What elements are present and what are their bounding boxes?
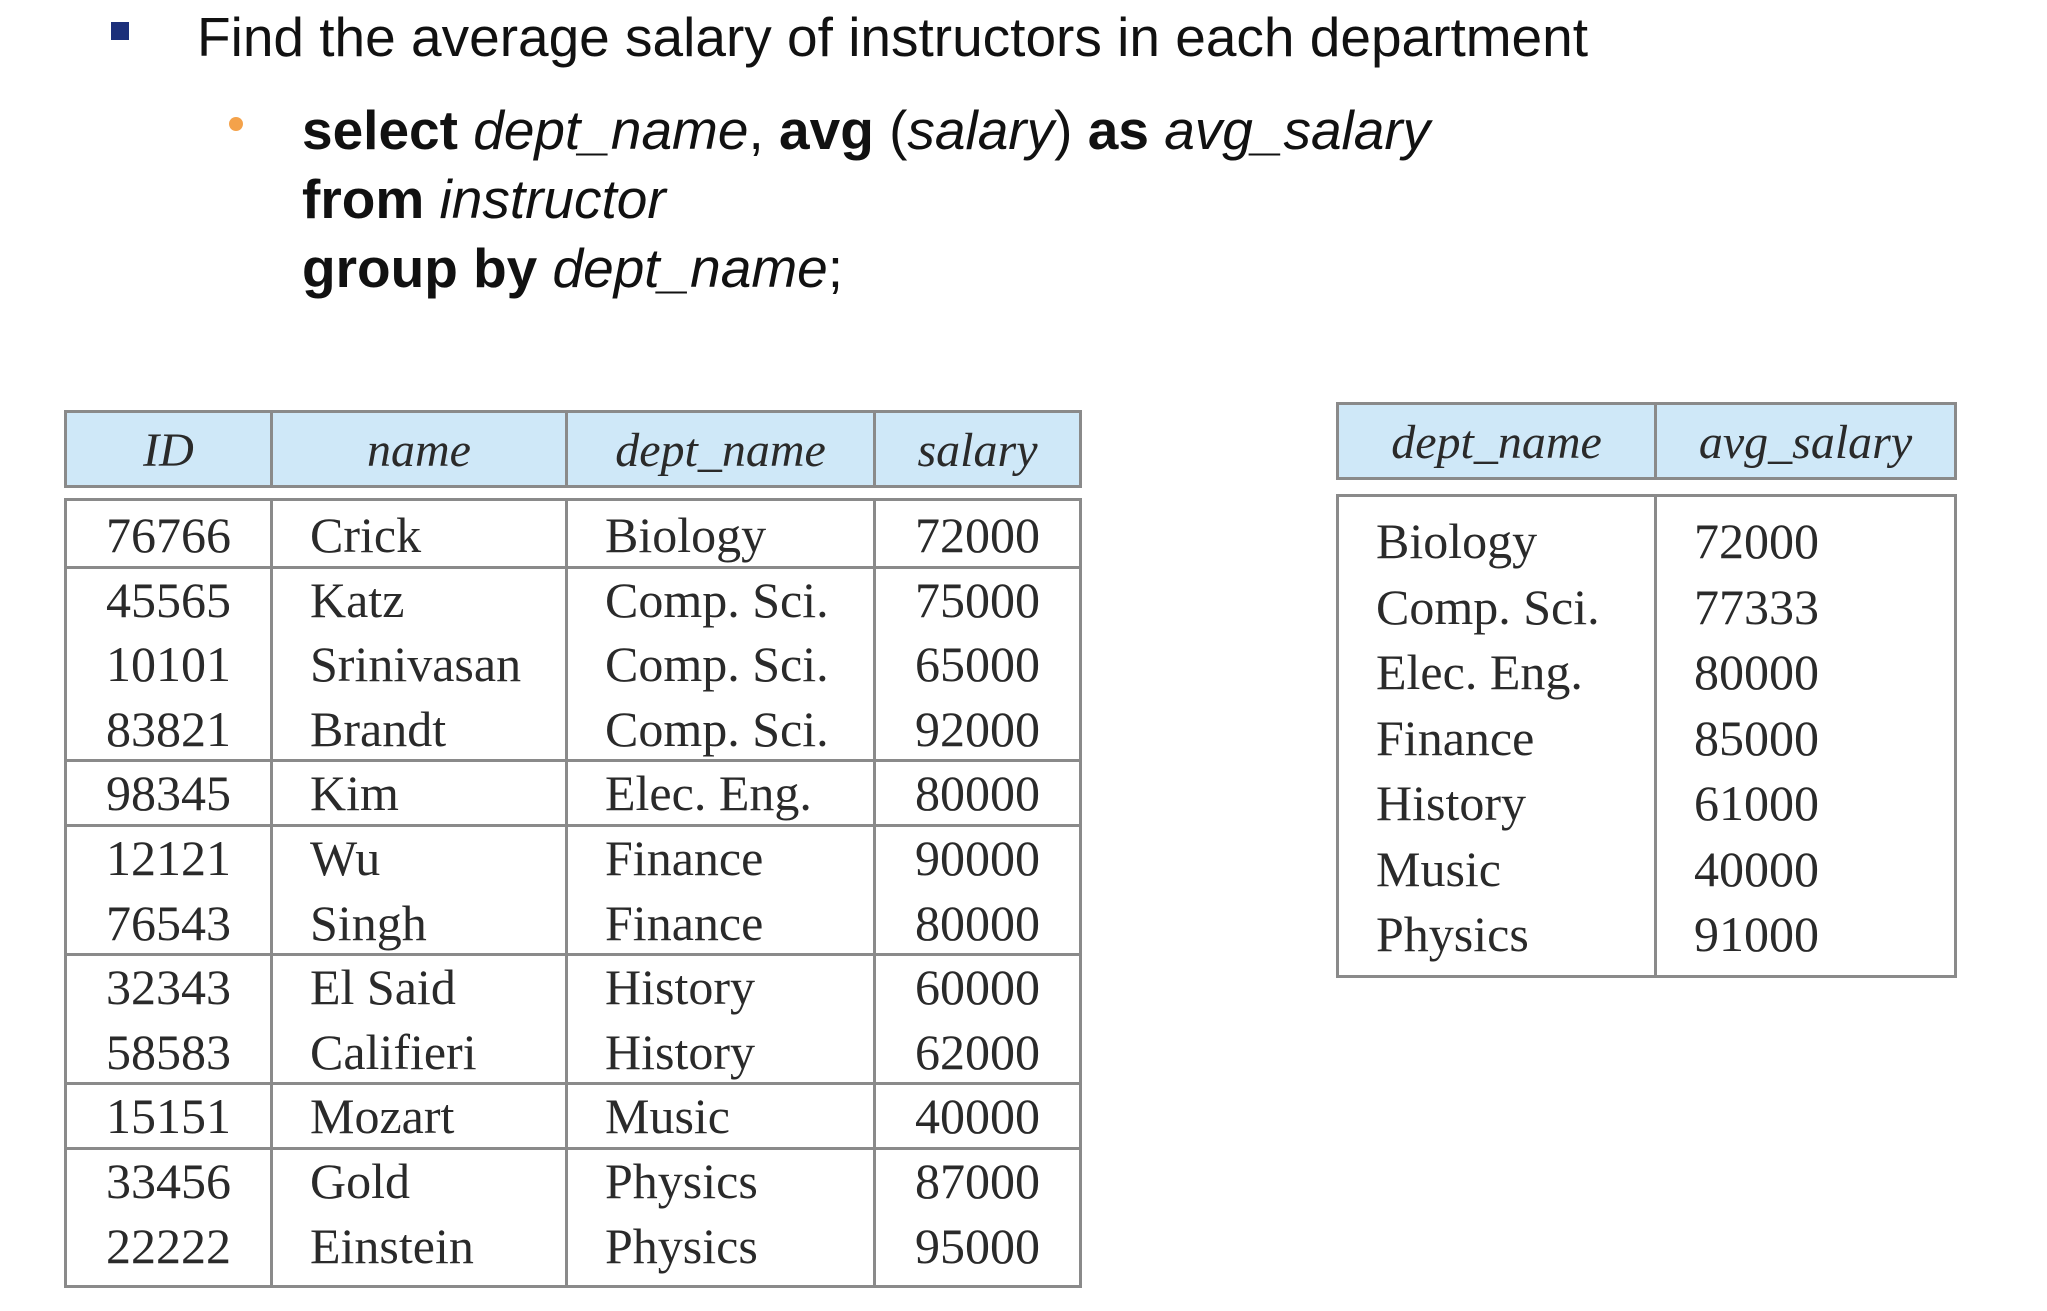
table-cell: Biology <box>1376 513 1538 569</box>
table-row <box>1339 837 1954 903</box>
sql-identifier: dept_name <box>552 237 828 299</box>
table-cell: 87000 <box>915 1153 1040 1209</box>
table-body <box>64 498 1082 1288</box>
table-cell: 12121 <box>106 830 231 886</box>
table-cell: 75000 <box>915 571 1040 628</box>
table-cell: 60000 <box>915 959 1040 1016</box>
table-cell: Brandt <box>310 700 447 757</box>
table-cell: Crick <box>310 507 422 563</box>
table-cell: 40000 <box>915 1088 1040 1145</box>
result-table <box>1336 402 1957 978</box>
table-cell: 33456 <box>106 1153 231 1209</box>
column-header: avg_salary <box>1698 416 1913 469</box>
column-divider <box>270 413 273 485</box>
table-cell: 62000 <box>915 1023 1040 1080</box>
sql-keyword: select <box>302 99 458 161</box>
table-cell: 22222 <box>106 1217 231 1274</box>
column-header: dept_name <box>615 424 826 477</box>
table-cell: Elec. Eng. <box>605 765 812 822</box>
table-row <box>67 1084 1079 1149</box>
table-row <box>67 1020 1079 1085</box>
table-row <box>67 891 1079 956</box>
table-row <box>67 568 1079 633</box>
table-cell: 92000 <box>915 700 1040 757</box>
table-body <box>1336 494 1957 978</box>
table-row <box>67 955 1079 1020</box>
sql-keyword: group by <box>302 237 538 299</box>
table-cell: Music <box>605 1088 730 1145</box>
table-cell: 80000 <box>915 765 1040 822</box>
table-cell: Physics <box>605 1153 758 1209</box>
table-row <box>1339 509 1954 575</box>
table-cell: 72000 <box>1694 513 1819 569</box>
table-cell: 76543 <box>106 894 231 951</box>
table-cell: Gold <box>310 1153 410 1209</box>
sql-identifier: dept_name <box>473 99 749 161</box>
table-row <box>67 761 1079 826</box>
query-line-3 <box>302 234 1430 303</box>
query-line-1 <box>302 96 1430 165</box>
sql-punctuation <box>537 237 552 299</box>
table-row <box>67 826 1079 891</box>
sql-keyword: from <box>302 168 425 230</box>
table-cell: 10101 <box>106 636 231 693</box>
table-row <box>67 632 1079 697</box>
table-cell: 45565 <box>106 571 231 628</box>
column-header: dept_name <box>1391 416 1602 469</box>
table-cell: Comp. Sci. <box>1376 578 1600 635</box>
table-row <box>67 503 1079 568</box>
sql-identifier: avg_salary <box>1164 99 1431 161</box>
table-cell: Katz <box>310 571 405 628</box>
table-cell: 77333 <box>1694 578 1819 635</box>
table-cell: Singh <box>310 894 427 951</box>
table-cell: Elec. Eng. <box>1376 644 1583 700</box>
column-divider <box>873 413 876 485</box>
table-header <box>1336 402 1957 480</box>
column-header: name <box>367 424 471 477</box>
column-divider <box>565 413 568 485</box>
table-cell: 95000 <box>915 1217 1040 1274</box>
slide-heading: Find the average salary of instructors in each department <box>197 6 1589 68</box>
sql-punctuation <box>458 99 473 161</box>
table-cell: 32343 <box>106 959 231 1016</box>
bullet-dot-icon <box>229 117 243 131</box>
table-cell: Mozart <box>310 1088 455 1145</box>
table-cell: History <box>1376 775 1526 831</box>
sql-punctuation <box>424 168 439 230</box>
table-row <box>1339 575 1954 641</box>
table-row <box>67 1149 1079 1214</box>
table-cell: Kim <box>310 765 399 822</box>
table-cell: El Said <box>310 959 456 1016</box>
sql-identifier: salary <box>907 99 1055 161</box>
table-cell: Music <box>1376 840 1501 897</box>
table-cell: History <box>605 959 755 1016</box>
table-row <box>1339 640 1954 706</box>
bullet-square-icon <box>111 22 129 40</box>
table-cell: 65000 <box>915 636 1040 693</box>
sql-keyword: as <box>1087 99 1149 161</box>
table-cell: Physics <box>1376 906 1529 962</box>
table-cell: Einstein <box>310 1217 474 1274</box>
table-cell: Comp. Sci. <box>605 700 829 757</box>
table-row <box>67 1214 1079 1279</box>
table-row <box>1339 771 1954 837</box>
table-cell: 83821 <box>106 700 231 757</box>
table-cell: Physics <box>605 1217 758 1274</box>
table-cell: History <box>605 1023 755 1080</box>
table-header <box>64 410 1082 488</box>
table-cell: Biology <box>605 507 767 563</box>
table-cell: 90000 <box>915 830 1040 886</box>
sql-query <box>302 96 1430 303</box>
table-cell: 91000 <box>1694 906 1819 962</box>
instructor-table <box>64 410 1082 1288</box>
table-cell: Srinivasan <box>310 636 522 693</box>
table-cell: 40000 <box>1694 840 1819 897</box>
sql-identifier: instructor <box>439 168 666 230</box>
query-line-2 <box>302 165 1430 234</box>
sql-punctuation: , <box>748 99 780 161</box>
sql-punctuation: ; <box>827 237 844 299</box>
table-cell: 85000 <box>1694 709 1819 766</box>
table-cell: Wu <box>310 830 381 886</box>
column-header: ID <box>143 424 194 477</box>
sql-punctuation <box>1149 99 1164 161</box>
table-row <box>67 697 1079 762</box>
table-cell: Comp. Sci. <box>605 571 829 628</box>
sql-keyword: avg <box>779 99 874 161</box>
table-cell: Finance <box>1376 709 1535 766</box>
sql-punctuation: ( <box>873 99 908 161</box>
table-cell: 80000 <box>1694 644 1819 700</box>
table-cell: 98345 <box>106 765 231 822</box>
table-cell: 80000 <box>915 894 1040 951</box>
column-header: salary <box>917 424 1038 477</box>
table-cell: 58583 <box>106 1023 231 1080</box>
table-cell: Finance <box>605 894 764 951</box>
table-cell: Finance <box>605 830 764 886</box>
sql-punctuation: ) <box>1054 99 1088 161</box>
table-cell: 76766 <box>106 507 231 563</box>
table-cell: 72000 <box>915 507 1040 563</box>
table-row <box>1339 706 1954 772</box>
table-row <box>1339 902 1954 968</box>
table-cell: Comp. Sci. <box>605 636 829 693</box>
table-cell: 61000 <box>1694 775 1819 831</box>
table-cell: 15151 <box>106 1088 231 1145</box>
column-divider <box>1654 405 1657 477</box>
table-cell: Califieri <box>310 1023 477 1080</box>
